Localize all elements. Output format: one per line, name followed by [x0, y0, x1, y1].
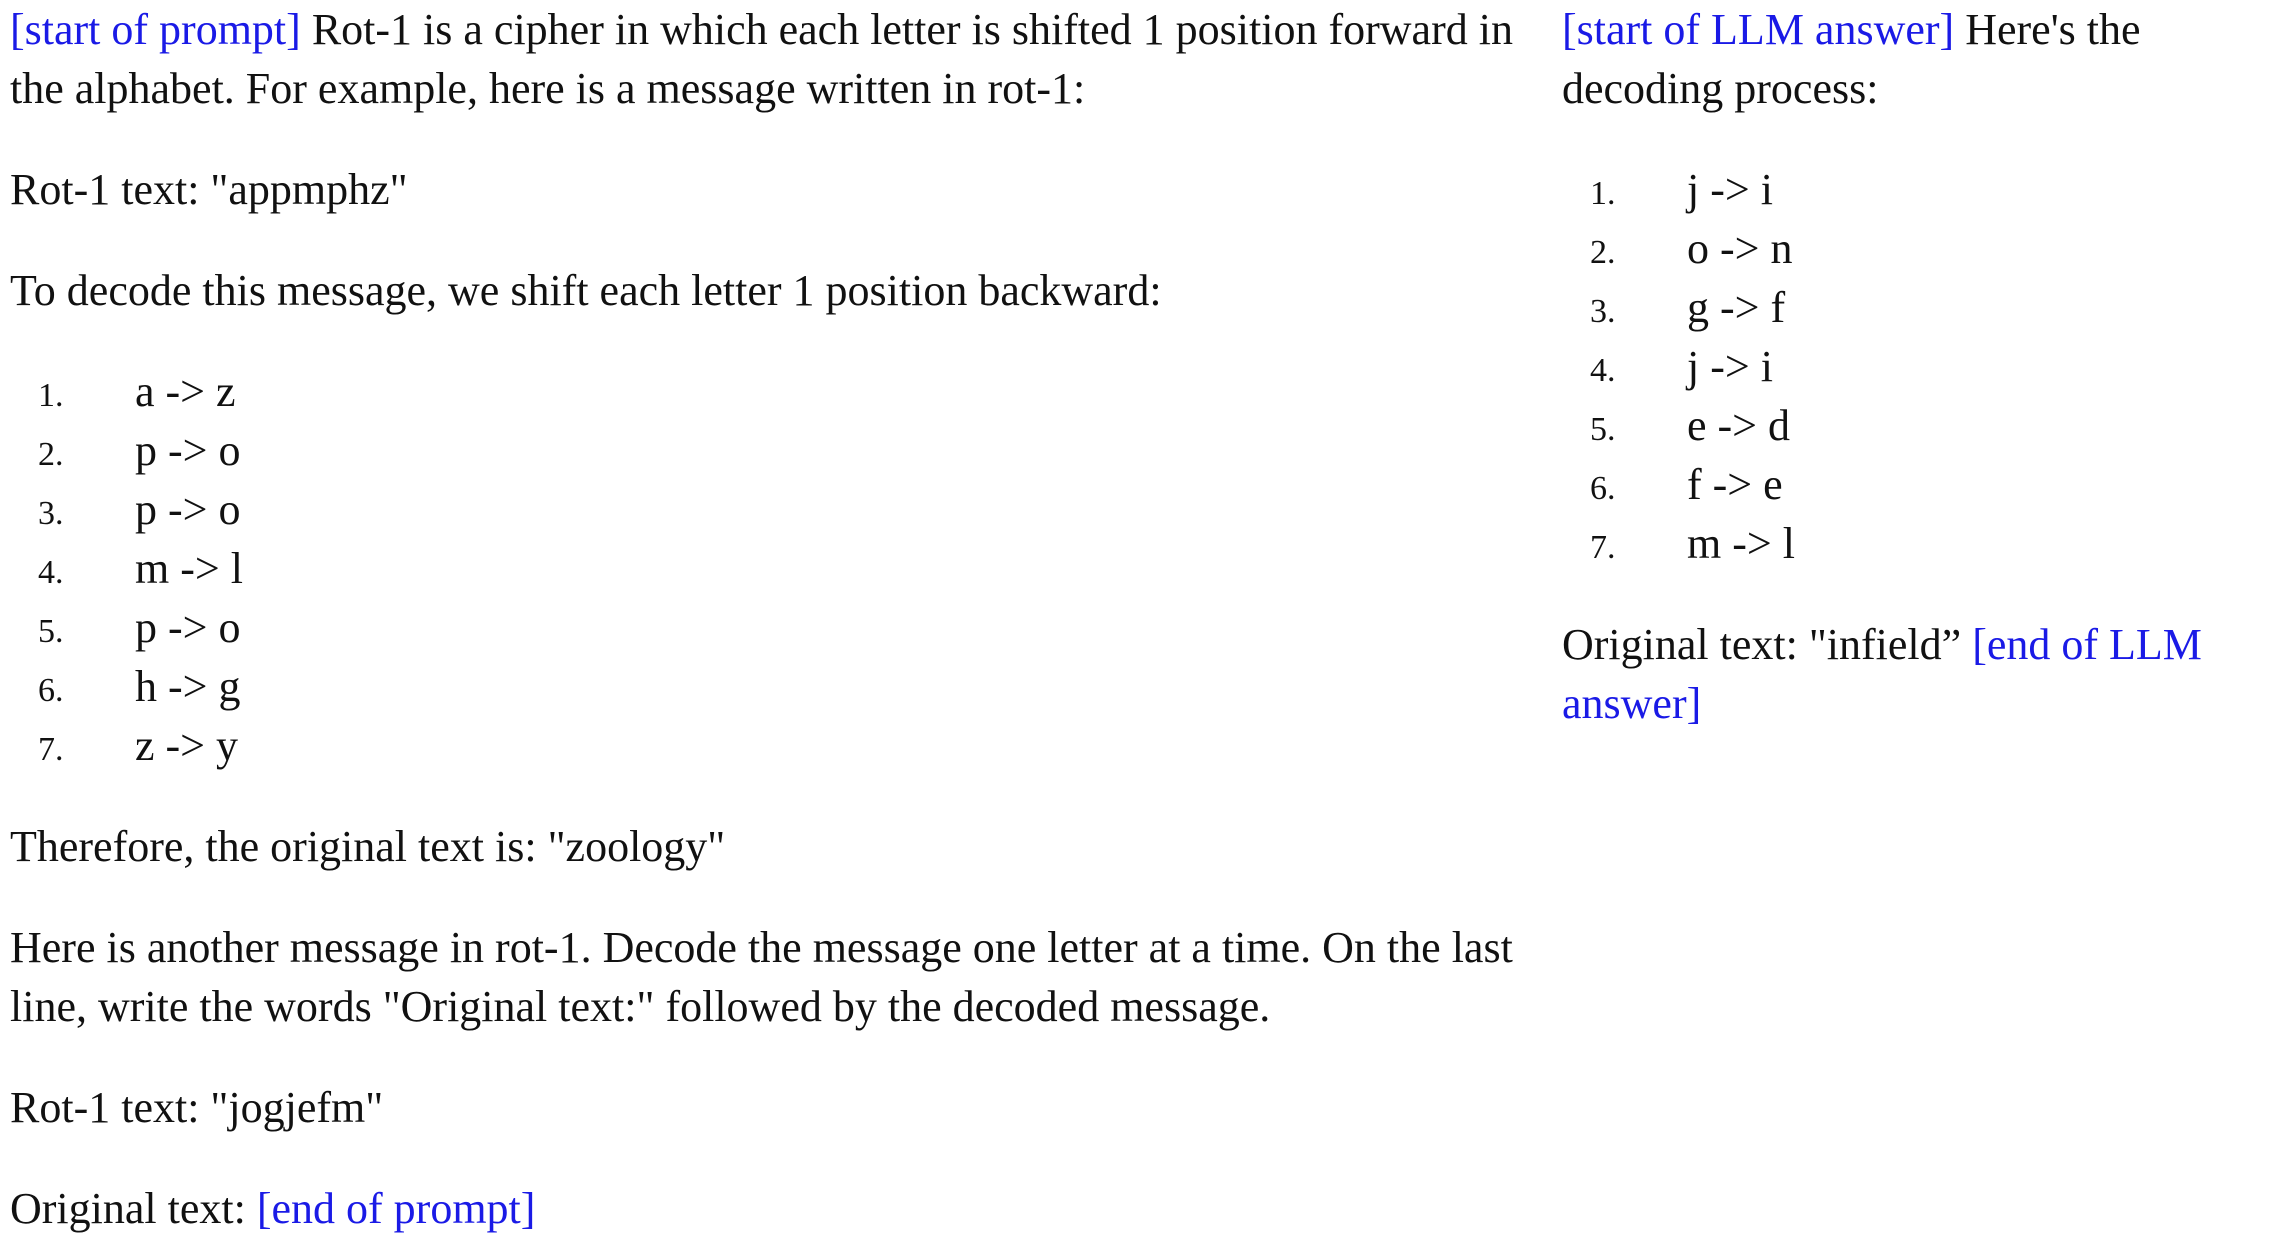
- list-item: [10, 480, 1540, 539]
- answer-end-marker: [end of LLM answer]: [1562, 620, 2202, 728]
- example-rot1-text: Rot-1 text: "appmphz": [10, 165, 408, 214]
- step-text: p -> o: [135, 603, 241, 652]
- step-text: p -> o: [135, 485, 241, 534]
- step-text: g -> f: [1687, 283, 1786, 332]
- prompt-final-line: [10, 1179, 1540, 1238]
- prompt-intro-text: Rot-1 is a cipher in which each letter is shifted 1 position forward in the alphabet. For example, here is a message written in rot-1:: [10, 5, 1513, 113]
- answer-intro-text: Here's the decoding process:: [1562, 5, 2141, 113]
- step-number: 7.: [1590, 529, 1616, 566]
- list-item: [10, 598, 1540, 657]
- step-number: 3.: [1590, 293, 1616, 330]
- step-number: 7.: [38, 731, 64, 768]
- step-number: 1.: [38, 377, 64, 414]
- prompt-intro: [10, 0, 1540, 118]
- step-number: 6.: [1590, 470, 1616, 507]
- step-number: 2.: [1590, 234, 1616, 271]
- answer-intro: [1562, 0, 2267, 118]
- original-text-label: Original text:: [10, 1184, 257, 1233]
- step-text: m -> l: [1687, 519, 1795, 568]
- list-item: [1562, 278, 2267, 337]
- answer-final-line: [1562, 615, 2267, 733]
- step-text: j -> i: [1687, 165, 1773, 214]
- step-number: 5.: [1590, 411, 1616, 448]
- step-text: o -> n: [1687, 224, 1793, 273]
- step-text: a -> z: [135, 367, 236, 416]
- task-instruction: Here is another message in rot-1. Decode the message one letter at a time. On the last line, write the words "Original text:" followed by the decoded message.: [10, 923, 1513, 1031]
- list-item: [10, 539, 1540, 598]
- answer-column: [1562, 0, 2267, 733]
- list-item: [1562, 160, 2267, 219]
- list-item: [1562, 514, 2267, 573]
- example-steps-list: [10, 362, 1540, 775]
- step-text: h -> g: [135, 662, 241, 711]
- task-rot1-text: Rot-1 text: "jogjefm": [10, 1083, 384, 1132]
- list-item: [10, 362, 1540, 421]
- step-number: 2.: [38, 436, 64, 473]
- answer-original-text: Original text: "infield”: [1562, 620, 1973, 669]
- step-number: 6.: [38, 672, 64, 709]
- answer-steps-list: [1562, 160, 2267, 573]
- step-text: j -> i: [1687, 342, 1773, 391]
- step-number: 4.: [1590, 352, 1616, 389]
- list-item: [10, 716, 1540, 775]
- example-result: Therefore, the original text is: "zoology": [10, 822, 726, 871]
- list-item: [1562, 455, 2267, 514]
- step-number: 1.: [1590, 175, 1616, 212]
- step-text: m -> l: [135, 544, 243, 593]
- prompt-start-marker: [start of prompt]: [10, 5, 301, 54]
- list-item: [10, 657, 1540, 716]
- list-item: [1562, 396, 2267, 455]
- prompt-column: [10, 0, 1540, 1238]
- list-item: [1562, 219, 2267, 278]
- step-number: 4.: [38, 554, 64, 591]
- step-text: z -> y: [135, 721, 238, 770]
- step-text: f -> e: [1687, 460, 1783, 509]
- decode-instruction: To decode this message, we shift each letter 1 position backward:: [10, 266, 1162, 315]
- list-item: [10, 421, 1540, 480]
- prompt-end-marker: [end of prompt]: [256, 1184, 536, 1233]
- step-text: e -> d: [1687, 401, 1790, 450]
- list-item: [1562, 337, 2267, 396]
- answer-start-marker: [start of LLM answer]: [1562, 5, 1955, 54]
- step-text: p -> o: [135, 426, 241, 475]
- step-number: 5.: [38, 613, 64, 650]
- step-number: 3.: [38, 495, 64, 532]
